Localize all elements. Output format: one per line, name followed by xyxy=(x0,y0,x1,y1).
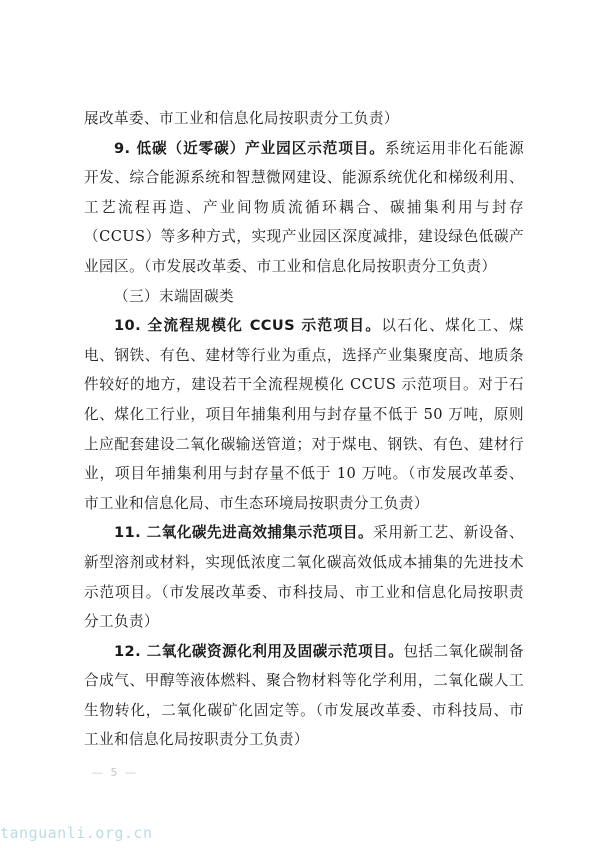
watermark-text: tanguanli.org.cn xyxy=(0,824,153,842)
item-9-title: 9. 低碳（近零碳）产业园区示范项目。 xyxy=(114,139,385,157)
item-11-paragraph xyxy=(84,518,524,636)
item-11-title: 11. 二氧化碳先进高效捕集示范项目。 xyxy=(114,524,374,542)
item-9-body: 系统运用非化石能源开发、综合能源系统和智慧微网建设、能源系统优化和梯级利用、工艺流程再造、产业间物质流循环耦合、碳捕集利用与封存（CCUS）等多种方式，实现产业园区深度减排，建设绿色低碳产业园区。（市发展改革委、市工业和信息化局按职责分工负责） xyxy=(84,139,524,275)
page-number: — 5 — xyxy=(92,766,138,779)
item-12-paragraph xyxy=(84,637,524,755)
section-heading-3: （三）末端固碳类 xyxy=(114,287,234,305)
item-10-title: 10. 全流程规模化 CCUS 示范项目。 xyxy=(114,317,382,335)
item-11-body: 采用新工艺、新设备、新型溶剂或材料，实现低浓度二氧化碳高效低成本捕集的先进技术示范项目。（市发展改革委、市科技局、市工业和信息化局按职责分工负责） xyxy=(84,524,524,631)
item-9-paragraph xyxy=(84,134,524,282)
item-10-body: 以石化、煤化工、煤电、钢铁、有色、建材等行业为重点，选择产业集聚度高、地质条件较好的地方，建设若干全流程规模化 CCUS 示范项目。对于石化、煤化工行业，项目年捕集利用与封存量不低于 50 万吨，原则上应配套建设二氧化碳输送管道；对于煤电、钢铁、有色、建材行业，项目年捕集利用与封存量不低于 10 万吨。（市发展改革委、市工业和信息化局、市生态环境局按职责分工负责） xyxy=(84,317,524,512)
item-12-title: 12. 二氧化碳资源化利用及固碳示范项目。 xyxy=(114,642,404,660)
intro-line: 展改革委、市工业和信息化局按职责分工负责） xyxy=(84,110,399,127)
item-12-body: 包括二氧化碳制备合成气、甲醇等液体燃料、聚合物材料等化学利用，二氧化碳人工生物转化，二氧化碳矿化固定等。（市发展改革委、市科技局、市工业和信息化局按职责分工负责） xyxy=(84,642,524,749)
document-body xyxy=(84,104,524,755)
item-10-paragraph xyxy=(84,311,524,518)
